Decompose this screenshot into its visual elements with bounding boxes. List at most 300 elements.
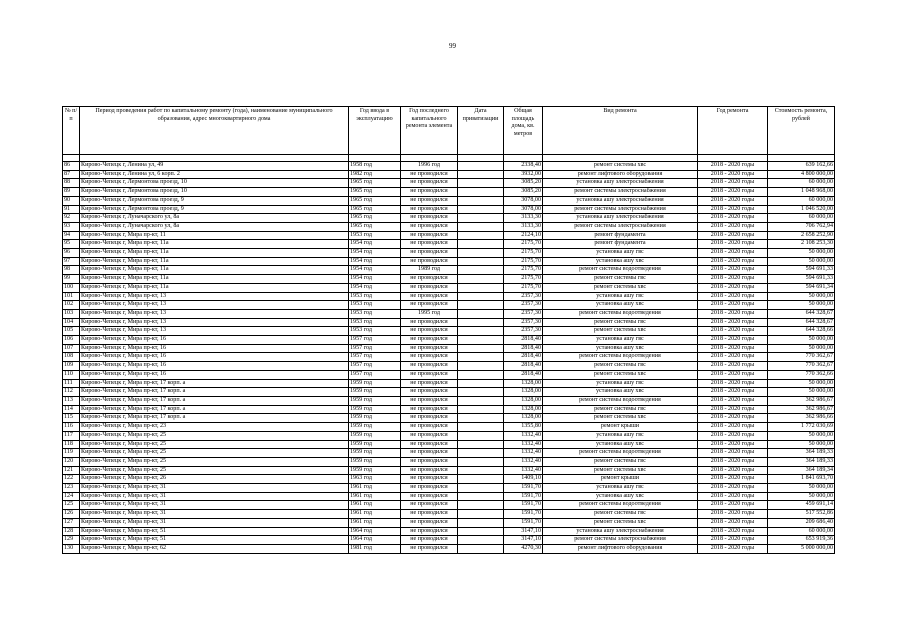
cell-area: 1409,10 [504,475,543,484]
cell-last-repair: не проводился [401,188,458,197]
cell-cost: 362 986,66 [768,414,835,423]
table-row [63,344,835,353]
cell-address: Кирово-Чепецк г, Мира пр-кт, 17 корп. а [80,396,349,405]
cell-repair-year: 2018 - 2020 годы [698,196,768,205]
cell-privatization [458,396,504,405]
cell-address: Кирово-Чепецк г, Мира пр-кт, 11а [80,283,349,292]
cell-cost: 364 189,34 [768,466,835,475]
cell-num: 128 [63,527,80,536]
cell-privatization [458,353,504,362]
cell-cost: 50 000,00 [768,484,835,493]
cell-privatization [458,292,504,301]
cell-last-repair: не проводился [401,240,458,249]
cell-area: 1328,00 [504,388,543,397]
cell-work-type: ремонт системы хвс [543,370,698,379]
cell-area: 1591,70 [504,518,543,527]
cell-address: Кирово-Чепецк г, Мира пр-кт, 51 [80,527,349,536]
cell-num: 112 [63,388,80,397]
cell-work-type: установка ашу хвс [543,301,698,310]
cell-address: Кирово-Чепецк г, Мира пр-кт, 16 [80,362,349,371]
cell-year-built: 1953 год [349,309,401,318]
cell-work-type: установка ашу гвс [543,249,698,258]
cell-repair-year: 2018 - 2020 годы [698,527,768,536]
table-row [63,196,835,205]
cell-cost: 50 000,00 [768,301,835,310]
cell-repair-year: 2018 - 2020 годы [698,484,768,493]
table-row [63,162,835,171]
cell-area: 2818,40 [504,344,543,353]
table-row [63,457,835,466]
cell-privatization [458,283,504,292]
cell-last-repair: не проводился [401,301,458,310]
cell-year-built: 1959 год [349,388,401,397]
cell-area: 2818,40 [504,336,543,345]
cell-last-repair: не проводился [401,344,458,353]
cell-area: 2175,70 [504,257,543,266]
cell-address: Кирово-Чепецк г, Мира пр-кт, 11а [80,275,349,284]
cell-privatization [458,440,504,449]
cell-year-built: 1959 год [349,423,401,432]
cell-num: 127 [63,518,80,527]
table-row [63,240,835,249]
cell-cost: 770 362,66 [768,370,835,379]
header-privatization: Дата приватизации [458,107,504,155]
cell-work-type: установка ашу электроснабжения [543,179,698,188]
cell-privatization [458,318,504,327]
cell-num: 91 [63,205,80,214]
cell-repair-year: 2018 - 2020 годы [698,457,768,466]
cell-area: 3147,10 [504,527,543,536]
cell-year-built: 1953 год [349,301,401,310]
cell-address: Кирово-Чепецк г, Мира пр-кт, 62 [80,544,349,553]
cell-num: 87 [63,170,80,179]
cell-work-type: ремонт системы хвс [543,414,698,423]
cell-privatization [458,344,504,353]
cell-last-repair: не проводился [401,484,458,493]
cell-num: 111 [63,379,80,388]
cell-last-repair: не проводился [401,362,458,371]
cell-year-built: 1957 год [349,370,401,379]
cell-last-repair: не проводился [401,510,458,519]
cell-year-built: 1959 год [349,449,401,458]
cell-privatization [458,222,504,231]
cell-num: 105 [63,327,80,336]
cell-num: 93 [63,222,80,231]
cell-address: Кирово-Чепецк г, Луначарского ул, 8а [80,222,349,231]
cell-year-built: 1963 год [349,475,401,484]
cell-repair-year: 2018 - 2020 годы [698,309,768,318]
cell-work-type: установка ашу гвс [543,292,698,301]
cell-cost: 517 552,86 [768,510,835,519]
cell-last-repair: не проводился [401,196,458,205]
cell-year-built: 1959 год [349,414,401,423]
cell-cost: 364 189,33 [768,457,835,466]
cell-last-repair: не проводился [401,396,458,405]
header-last-repair: Год последнего капитального ремонта элемента [401,107,458,155]
table-row [63,449,835,458]
cell-year-built: 1959 год [349,396,401,405]
cell-address: Кирово-Чепецк г, Мира пр-кт, 11а [80,240,349,249]
cell-address: Кирово-Чепецк г, Мира пр-кт, 25 [80,466,349,475]
cell-work-type: ремонт системы водоотведения [543,449,698,458]
table-row [63,362,835,371]
table-row [63,336,835,345]
cell-cost: 644 328,67 [768,318,835,327]
cell-year-built: 1953 год [349,327,401,336]
cell-repair-year: 2018 - 2020 годы [698,222,768,231]
cell-last-repair: не проводился [401,231,458,240]
cell-last-repair: 1989 год [401,266,458,275]
table-row [63,327,835,336]
cell-year-built: 1981 год [349,544,401,553]
cell-repair-year: 2018 - 2020 годы [698,179,768,188]
cell-privatization [458,249,504,258]
cell-cost: 50 000,00 [768,344,835,353]
cell-last-repair: не проводился [401,457,458,466]
cell-work-type: установка ашу гвс [543,379,698,388]
cell-privatization [458,475,504,484]
cell-repair-year: 2018 - 2020 годы [698,162,768,171]
cell-address: Кирово-Чепецк г, Лермонтова проезд, 9 [80,205,349,214]
table-row [63,379,835,388]
cell-year-built: 1965 год [349,222,401,231]
cell-last-repair: не проводился [401,353,458,362]
cell-area: 2338,40 [504,162,543,171]
cell-cost: 50 000,00 [768,388,835,397]
table-row [63,214,835,223]
cell-area: 2357,30 [504,301,543,310]
cell-year-built: 1957 год [349,336,401,345]
cell-num: 104 [63,318,80,327]
cell-year-built: 1958 год [349,162,401,171]
cell-privatization [458,205,504,214]
cell-last-repair: 1995 год [401,309,458,318]
cell-area: 2175,70 [504,240,543,249]
cell-address: Кирово-Чепецк г, Ленина ул, 49 [80,162,349,171]
header-repair-year: Год ремонта [698,107,768,155]
cell-year-built: 1953 год [349,318,401,327]
cell-year-built: 1964 год [349,536,401,545]
cell-privatization [458,388,504,397]
cell-last-repair: не проводился [401,214,458,223]
table-row [63,414,835,423]
table-row [63,405,835,414]
cell-address: Кирово-Чепецк г, Мира пр-кт, 13 [80,309,349,318]
cell-cost: 362 986,67 [768,405,835,414]
table-row [63,423,835,432]
cell-year-built: 1965 год [349,179,401,188]
cell-last-repair: не проводился [401,283,458,292]
cell-cost: 362 986,67 [768,396,835,405]
cell-last-repair: не проводился [401,222,458,231]
cell-privatization [458,457,504,466]
cell-cost: 50 000,00 [768,292,835,301]
table-row [63,510,835,519]
cell-work-type: установка ашу электроснабжения [543,527,698,536]
cell-cost: 644 328,66 [768,327,835,336]
cell-privatization [458,423,504,432]
cell-address: Кирово-Чепецк г, Мира пр-кт, 17 корп. а [80,405,349,414]
cell-year-built: 1957 год [349,362,401,371]
table-row [63,318,835,327]
cell-area: 2175,70 [504,275,543,284]
cell-num: 106 [63,336,80,345]
cell-area: 2175,70 [504,266,543,275]
cell-repair-year: 2018 - 2020 годы [698,231,768,240]
cell-num: 89 [63,188,80,197]
cell-num: 117 [63,431,80,440]
header-cost: Стоимость ремонта, рублей [768,107,835,155]
cell-repair-year: 2018 - 2020 годы [698,188,768,197]
cell-work-type: ремонт системы гвс [543,510,698,519]
cell-address: Кирово-Чепецк г, Мира пр-кт, 31 [80,484,349,493]
cell-address: Кирово-Чепецк г, Мира пр-кт, 13 [80,301,349,310]
cell-work-type: ремонт системы водоотведения [543,353,698,362]
header-period: Период проведения работ по капитальному ремонту (года), наименование муниципального образования, адрес многоквартирного дома [80,107,349,155]
cell-year-built: 1982 год [349,170,401,179]
cell-work-type: ремонт системы водоотведения [543,266,698,275]
cell-repair-year: 2018 - 2020 годы [698,396,768,405]
cell-privatization [458,336,504,345]
cell-num: 107 [63,344,80,353]
cell-repair-year: 2018 - 2020 годы [698,318,768,327]
cell-area: 2357,30 [504,309,543,318]
capital-repair-table [62,106,835,554]
cell-cost: 60 000,00 [768,527,835,536]
cell-repair-year: 2018 - 2020 годы [698,362,768,371]
cell-work-type: ремонт системы электроснабжения [543,536,698,545]
cell-privatization [458,370,504,379]
cell-year-built: 1953 год [349,231,401,240]
cell-work-type: ремонт системы хвс [543,327,698,336]
table-row [63,466,835,475]
cell-cost: 209 686,40 [768,518,835,527]
table-row [63,179,835,188]
cell-privatization [458,379,504,388]
cell-privatization [458,544,504,553]
cell-num: 110 [63,370,80,379]
table-row [63,283,835,292]
cell-privatization [458,170,504,179]
cell-repair-year: 2018 - 2020 годы [698,170,768,179]
cell-last-repair: не проводился [401,492,458,501]
cell-work-type: ремонт лифтового оборудования [543,170,698,179]
cell-last-repair: не проводился [401,257,458,266]
cell-num: 86 [63,162,80,171]
cell-cost: 60 000,00 [768,214,835,223]
cell-repair-year: 2018 - 2020 годы [698,388,768,397]
cell-last-repair: не проводился [401,292,458,301]
cell-address: Кирово-Чепецк г, Мира пр-кт, 31 [80,510,349,519]
cell-work-type: ремонт системы водоотведения [543,309,698,318]
cell-work-type: установка ашу электроснабжения [543,196,698,205]
cell-num: 92 [63,214,80,223]
table-header [63,107,835,155]
cell-year-built: 1959 год [349,405,401,414]
cell-year-built: 1965 год [349,205,401,214]
cell-address: Кирово-Чепецк г, Мира пр-кт, 13 [80,327,349,336]
cell-privatization [458,466,504,475]
cell-num: 120 [63,457,80,466]
cell-area: 2357,30 [504,327,543,336]
cell-cost: 653 919,36 [768,536,835,545]
cell-cost: 50 000,00 [768,492,835,501]
cell-address: Кирово-Чепецк г, Мира пр-кт, 17 корп. а [80,379,349,388]
cell-address: Кирово-Чепецк г, Мира пр-кт, 16 [80,370,349,379]
cell-area: 1332,40 [504,466,543,475]
cell-num: 114 [63,405,80,414]
cell-year-built: 1965 год [349,188,401,197]
cell-last-repair: не проводился [401,275,458,284]
cell-repair-year: 2018 - 2020 годы [698,257,768,266]
cell-work-type: установка ашу электроснабжения [543,214,698,223]
cell-num: 113 [63,396,80,405]
cell-last-repair: не проводился [401,170,458,179]
table-row [63,188,835,197]
cell-address: Кирово-Чепецк г, Мира пр-кт, 31 [80,518,349,527]
cell-year-built: 1954 год [349,257,401,266]
table-row [63,301,835,310]
table-row [63,431,835,440]
cell-area: 1328,00 [504,379,543,388]
cell-num: 126 [63,510,80,519]
cell-work-type: ремонт крыши [543,423,698,432]
cell-repair-year: 2018 - 2020 годы [698,370,768,379]
cell-cost: 50 000,00 [768,336,835,345]
cell-address: Кирово-Чепецк г, Мира пр-кт, 25 [80,431,349,440]
cell-area: 1591,70 [504,510,543,519]
cell-last-repair: не проводился [401,475,458,484]
cell-year-built: 1959 год [349,466,401,475]
cell-year-built: 1964 год [349,527,401,536]
cell-last-repair: не проводился [401,405,458,414]
cell-privatization [458,266,504,275]
cell-work-type: установка ашу хвс [543,440,698,449]
table-row [63,492,835,501]
cell-last-repair: 1996 год [401,162,458,171]
cell-work-type: ремонт фундамента [543,240,698,249]
cell-year-built: 1954 год [349,283,401,292]
cell-address: Кирово-Чепецк г, Мира пр-кт, 31 [80,501,349,510]
cell-repair-year: 2018 - 2020 годы [698,466,768,475]
cell-address: Кирово-Чепецк г, Ленина ул, 6 корп. 2 [80,170,349,179]
table-row [63,475,835,484]
cell-repair-year: 2018 - 2020 годы [698,405,768,414]
cell-year-built: 1965 год [349,196,401,205]
cell-address: Кирово-Чепецк г, Луначарского ул, 8а [80,214,349,223]
table-row [63,518,835,527]
cell-work-type: ремонт системы электроснабжения [543,188,698,197]
cell-address: Кирово-Чепецк г, Мира пр-кт, 16 [80,344,349,353]
cell-repair-year: 2018 - 2020 годы [698,292,768,301]
cell-cost: 459 691,14 [768,501,835,510]
cell-address: Кирово-Чепецк г, Мира пр-кт, 11а [80,266,349,275]
cell-num: 95 [63,240,80,249]
cell-privatization [458,301,504,310]
cell-area: 3085,20 [504,188,543,197]
cell-last-repair: не проводился [401,179,458,188]
cell-year-built: 1961 год [349,510,401,519]
cell-area: 1591,70 [504,492,543,501]
cell-privatization [458,484,504,493]
cell-area: 1328,00 [504,396,543,405]
cell-repair-year: 2018 - 2020 годы [698,353,768,362]
cell-cost: 706 762,94 [768,222,835,231]
cell-address: Кирово-Чепецк г, Лермонтова проезд, 10 [80,188,349,197]
cell-repair-year: 2018 - 2020 годы [698,492,768,501]
cell-last-repair: не проводился [401,379,458,388]
cell-work-type: установка ашу гвс [543,484,698,493]
header-num: № п/п [63,107,80,155]
cell-repair-year: 2018 - 2020 годы [698,205,768,214]
cell-area: 1332,40 [504,457,543,466]
cell-privatization [458,449,504,458]
cell-cost: 364 189,33 [768,449,835,458]
cell-privatization [458,309,504,318]
cell-repair-year: 2018 - 2020 годы [698,344,768,353]
cell-repair-year: 2018 - 2020 годы [698,544,768,553]
cell-area: 2175,70 [504,249,543,258]
cell-repair-year: 2018 - 2020 годы [698,501,768,510]
cell-year-built: 1959 год [349,379,401,388]
table-row [63,249,835,258]
cell-num: 109 [63,362,80,371]
table-row [63,544,835,553]
page-number: 99 [449,42,456,50]
cell-address: Кирово-Чепецк г, Мира пр-кт, 11а [80,249,349,258]
cell-privatization [458,162,504,171]
table-row [63,440,835,449]
cell-year-built: 1961 год [349,492,401,501]
cell-work-type: ремонт лифтового оборудования [543,544,698,553]
cell-privatization [458,536,504,545]
cell-cost: 1 048 968,00 [768,188,835,197]
cell-area: 3133,30 [504,214,543,223]
cell-cost: 60 000,00 [768,196,835,205]
cell-last-repair: не проводился [401,501,458,510]
cell-last-repair: не проводился [401,440,458,449]
cell-area: 2357,30 [504,292,543,301]
cell-area: 1591,70 [504,501,543,510]
cell-cost: 4 800 000,00 [768,170,835,179]
cell-num: 116 [63,423,80,432]
cell-address: Кирово-Чепецк г, Мира пр-кт, 16 [80,353,349,362]
cell-privatization [458,179,504,188]
cell-address: Кирово-Чепецк г, Мира пр-кт, 11 [80,231,349,240]
cell-num: 122 [63,475,80,484]
cell-work-type: ремонт системы гвс [543,275,698,284]
cell-work-type: установка ашу хвс [543,388,698,397]
cell-year-built: 1961 год [349,501,401,510]
cell-area: 1332,40 [504,431,543,440]
cell-cost: 644 328,67 [768,309,835,318]
cell-last-repair: не проводился [401,336,458,345]
cell-address: Кирово-Чепецк г, Мира пр-кт, 17 корп. а [80,388,349,397]
cell-repair-year: 2018 - 2020 годы [698,327,768,336]
cell-year-built: 1959 год [349,431,401,440]
cell-year-built: 1961 год [349,484,401,493]
cell-area: 1591,70 [504,484,543,493]
table-row [63,170,835,179]
cell-last-repair: не проводился [401,536,458,545]
cell-cost: 639 162,66 [768,162,835,171]
cell-last-repair: не проводился [401,318,458,327]
table-row [63,396,835,405]
cell-work-type: ремонт системы водоотведения [543,396,698,405]
cell-area: 1332,40 [504,449,543,458]
table-row [63,388,835,397]
cell-repair-year: 2018 - 2020 годы [698,275,768,284]
